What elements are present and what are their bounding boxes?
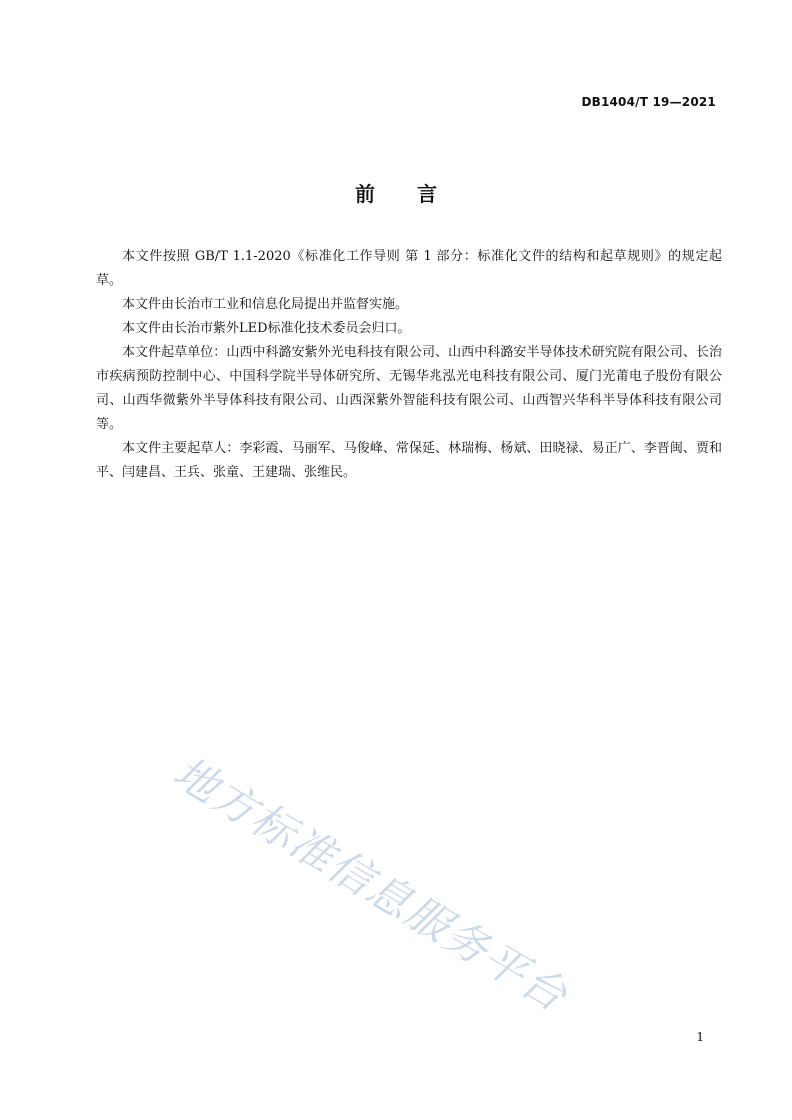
- paragraph-committee: 本文件由长治市紫外LED标准化技术委员会归口。: [122, 321, 411, 336]
- paragraph-drafting-rules: 本文件按照 GB/T 1.1-2020《标准化工作导则 第 1 部分：标准化文件的结构和起草规则》的规定起草。: [96, 249, 722, 288]
- page-title: [0, 178, 792, 207]
- paragraph-proposer: 本文件由长治市工业和信息化局提出并监督实施。: [122, 297, 409, 312]
- foreword-body: [96, 245, 722, 485]
- page-number: 1: [696, 1030, 704, 1044]
- title-char-1: 前: [355, 182, 375, 206]
- paragraph-drafting-units: 本文件起草单位：山西中科潞安紫外光电科技有限公司、山西中科潞安半导体技术研究院有限公司、长治市疾病预防控制中心、中国科学院半导体研究所、无锡华兆泓光电科技有限公司、厦门光莆电子股份有限公司、山西华微紫外半导体科技有限公司、山西深紫外智能科技有限公司、山西智兴华科半导体科技有限公司等。: [96, 345, 722, 432]
- watermark: 地方标准信息服务平台: [164, 747, 577, 1023]
- paragraph-drafters: 本文件主要起草人：李彩霞、马丽军、马俊峰、常保延、林瑞梅、杨斌、田晓禄、易正广、李晋闽、贾和平、闫建昌、王兵、张童、王建瑞、张维民。: [96, 441, 722, 480]
- title-char-2: 言: [417, 182, 437, 206]
- document-code: DB1404/T 19—2021: [581, 95, 716, 109]
